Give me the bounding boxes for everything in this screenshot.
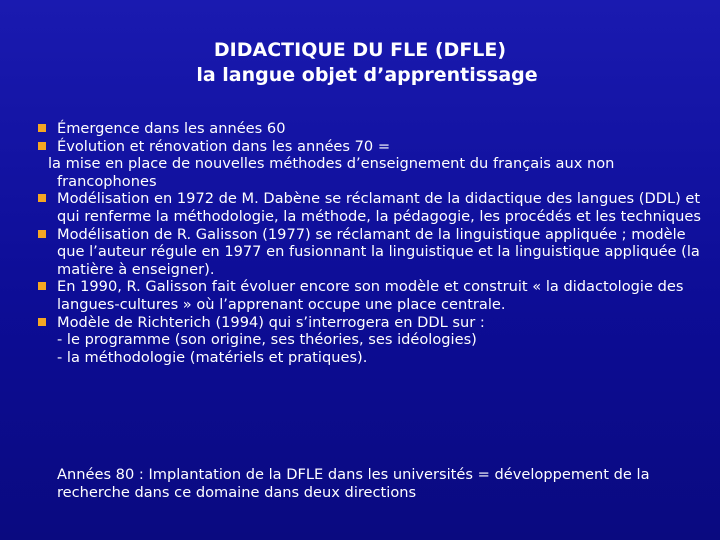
bullet-list xyxy=(0,120,720,366)
bullet-item xyxy=(0,226,720,279)
title-line-1: DIDACTIQUE DU FLE (DFLE) xyxy=(213,39,507,61)
item-text: - la méthodologie (matériels et pratiques). xyxy=(57,348,368,366)
square-bullet-icon xyxy=(38,194,46,202)
item-text: Modélisation de R. Galisson (1977) se réclamant de la linguistique appliquée ; modèle que l’auteur régule en 1977 en fusionnant la linguistique et la linguistique appliquée (la matière à enseigner). xyxy=(57,225,700,278)
item-text: En 1990, R. Galisson fait évoluer encore son modèle et construit « la didactologie des langues-cultures » où l’apprenant occupe une place centrale. xyxy=(57,278,684,313)
item-text: Évolution et rénovation dans les années 70 = xyxy=(57,137,391,155)
slide-title xyxy=(150,38,570,88)
bullet-item xyxy=(0,278,720,313)
item-text: francophones xyxy=(57,172,157,190)
item-text: Modélisation en 1972 de M. Dabène se réclamant de la didactique des langues (DDL) et qui renferme la méthodologie, la méthode, la pédagogie, les procédés et les techniques xyxy=(57,190,702,225)
bullet-item xyxy=(0,138,720,156)
square-bullet-icon xyxy=(38,124,46,132)
item-text: - le programme (son origine, ses théories, ses idéologies) xyxy=(57,331,477,349)
continuation-line xyxy=(0,173,720,191)
continuation-line xyxy=(0,349,720,367)
bullet-item xyxy=(0,120,720,138)
square-bullet-icon xyxy=(38,142,46,150)
item-text: Émergence dans les années 60 xyxy=(57,120,286,137)
continuation-line xyxy=(0,155,720,173)
square-bullet-icon xyxy=(38,230,46,238)
item-text: la mise en place de nouvelles méthodes d’enseignement du français aux non xyxy=(48,155,615,173)
bullet-item xyxy=(0,314,720,332)
title-line-2: la langue objet d’apprentissage xyxy=(196,64,538,86)
item-text: Modèle de Richterich (1994) qui s’interrogera en DDL sur : xyxy=(57,313,485,331)
square-bullet-icon xyxy=(38,318,46,326)
bullet-item xyxy=(0,190,720,225)
square-bullet-icon xyxy=(38,282,46,290)
continuation-line xyxy=(0,331,720,349)
footer-text: Années 80 : Implantation de la DFLE dans les universités = développement de la recherche dans ce domaine dans deux directions xyxy=(57,466,650,501)
